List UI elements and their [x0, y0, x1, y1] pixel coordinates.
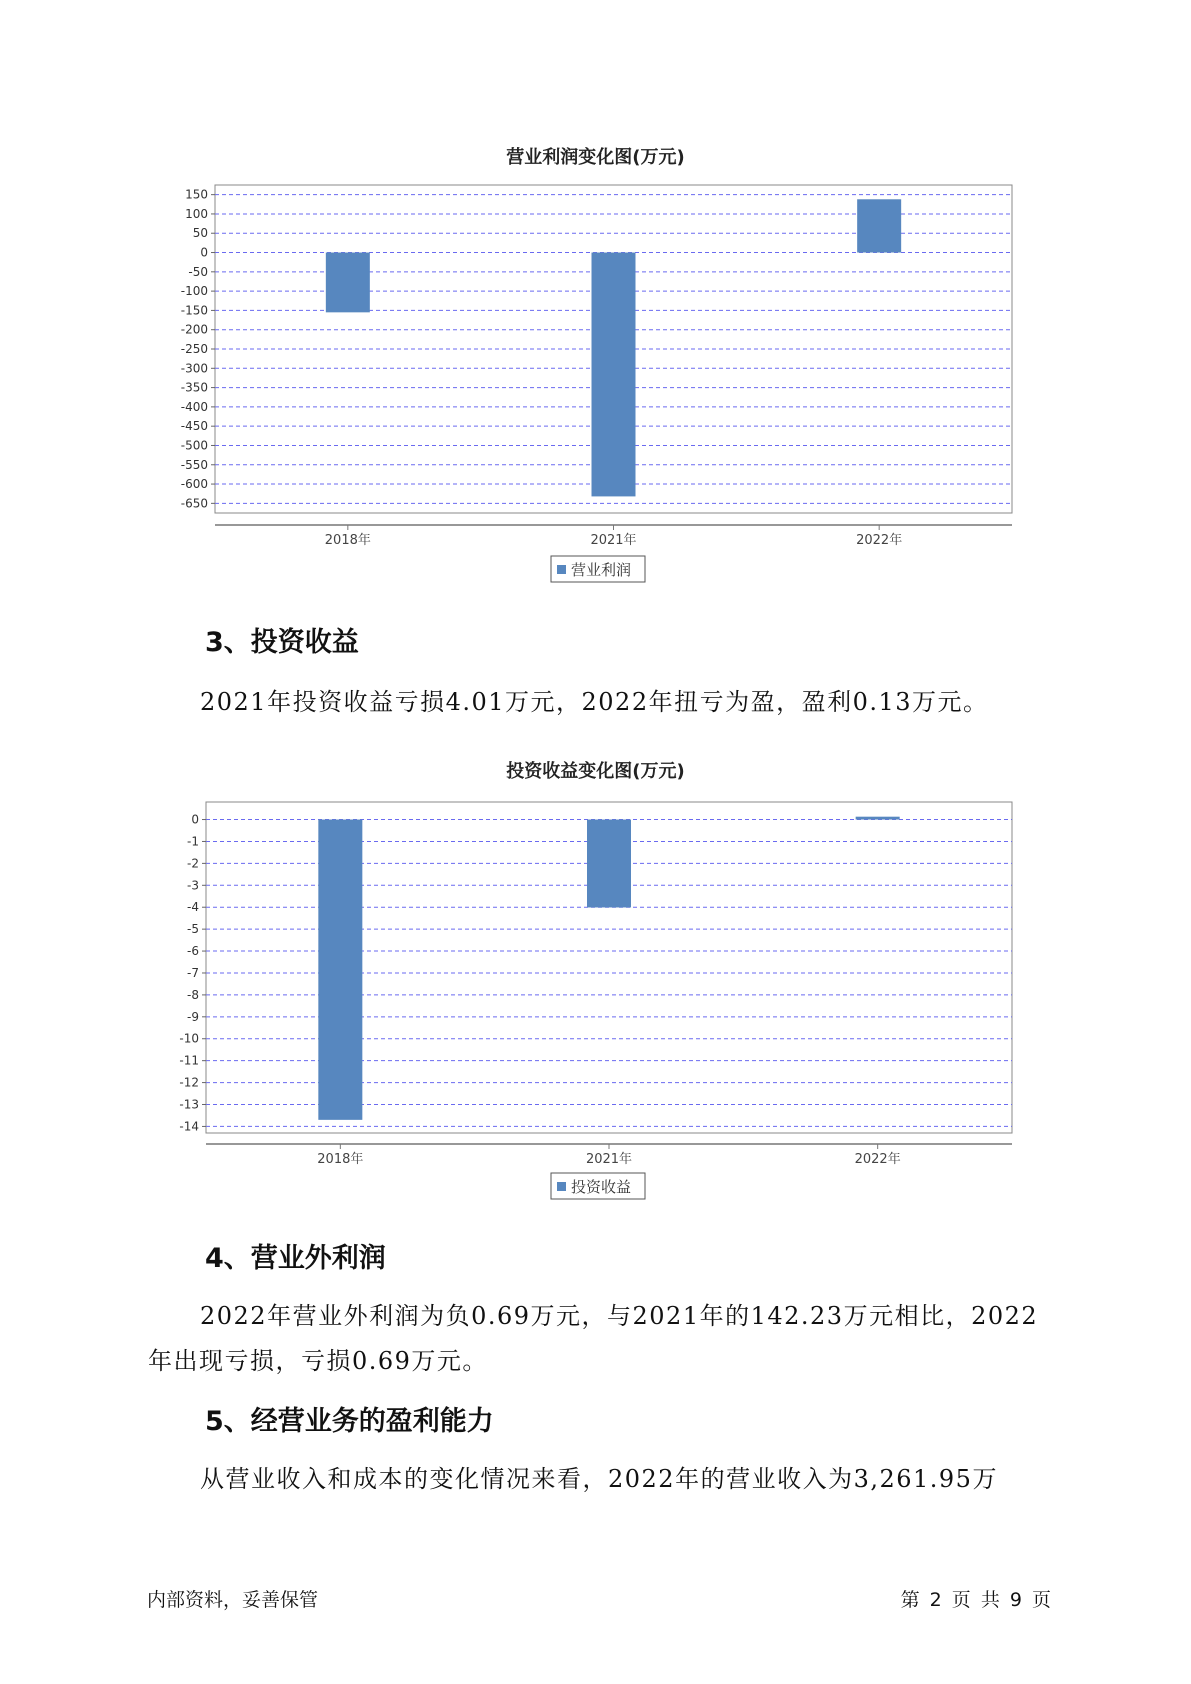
y-tick-label: -13	[179, 1097, 199, 1112]
y-tick-label: -14	[179, 1119, 199, 1134]
y-tick-label: 0	[191, 812, 199, 827]
y-tick-label: -550	[180, 457, 208, 472]
section-5-paragraph: 从营业收入和成本的变化情况来看，2022年的营业收入为3,261.95万	[200, 1465, 998, 1493]
y-tick-label: -100	[180, 284, 208, 299]
y-tick-label: -12	[179, 1075, 199, 1090]
y-tick-label: -50	[188, 264, 208, 279]
section-3-paragraph: 2021年投资收益亏损4.01万元，2022年扭亏为盈，盈利0.13万元。	[200, 688, 989, 716]
y-tick-label: -350	[180, 380, 208, 395]
y-tick-label: -1	[187, 834, 199, 849]
y-tick-label: -4	[187, 900, 199, 915]
x-tick-label: 2018年	[317, 1152, 364, 1167]
legend-label: 投资收益	[571, 1178, 632, 1196]
y-tick-label: -450	[180, 419, 208, 434]
x-tick-label: 2021年	[585, 1152, 633, 1167]
legend-label: 营业利润	[571, 561, 632, 579]
x-tick-label: 2018年	[324, 533, 371, 548]
y-tick-label: 0	[200, 245, 208, 260]
section-5-heading: 5、经营业务的盈利能力	[205, 1406, 494, 1437]
x-tick-label: 2021年	[590, 533, 637, 548]
y-tick-label: -6	[187, 944, 199, 959]
y-tick-label: -10	[179, 1031, 199, 1046]
y-tick-label: -250	[180, 342, 208, 356]
y-tick-label: 100	[185, 206, 208, 221]
y-tick-label: -11	[179, 1053, 199, 1068]
section-4-heading: 4、营业外利润	[205, 1243, 386, 1274]
y-tick-label: -3	[187, 878, 199, 893]
section-3-heading: 3、投资收益	[205, 627, 359, 658]
y-tick-label: -150	[180, 303, 208, 318]
y-tick-label: -7	[187, 965, 199, 980]
y-tick-label: -5	[187, 922, 199, 937]
y-tick-label: -600	[180, 477, 208, 492]
footer-page-number: 第 2 页 共 9 页	[900, 1589, 1051, 1611]
legend-swatch	[557, 1182, 566, 1191]
bar-2018年	[318, 820, 362, 1120]
bar-2022年	[856, 817, 900, 820]
y-tick-label: -8	[187, 987, 199, 1002]
y-tick-label: -650	[180, 496, 208, 511]
footer-confidential-note: 内部资料，妥善保管	[147, 1589, 319, 1611]
chart-1-title: 营业利润变化图(万元)	[506, 147, 685, 168]
y-tick-label: 50	[192, 226, 208, 241]
y-tick-label: -9	[187, 1009, 199, 1024]
y-tick-label: -2	[187, 856, 199, 871]
y-tick-label: -200	[180, 322, 208, 337]
section-4-paragraph: 2022年营业外利润为负0.69万元，与2021年的142.23万元相比，2022年出现亏损，亏损0.69万元。	[148, 1302, 1039, 1375]
x-tick-label: 2022年	[854, 1152, 901, 1167]
y-tick-label: -500	[180, 438, 208, 453]
y-tick-label: -300	[180, 361, 208, 376]
bar-2021年	[587, 820, 631, 908]
chart-2-title: 投资收益变化图(万元)	[506, 761, 685, 782]
x-tick-label: 2022年	[856, 533, 903, 548]
y-tick-label: 150	[185, 187, 208, 202]
y-tick-label: -400	[180, 399, 208, 414]
